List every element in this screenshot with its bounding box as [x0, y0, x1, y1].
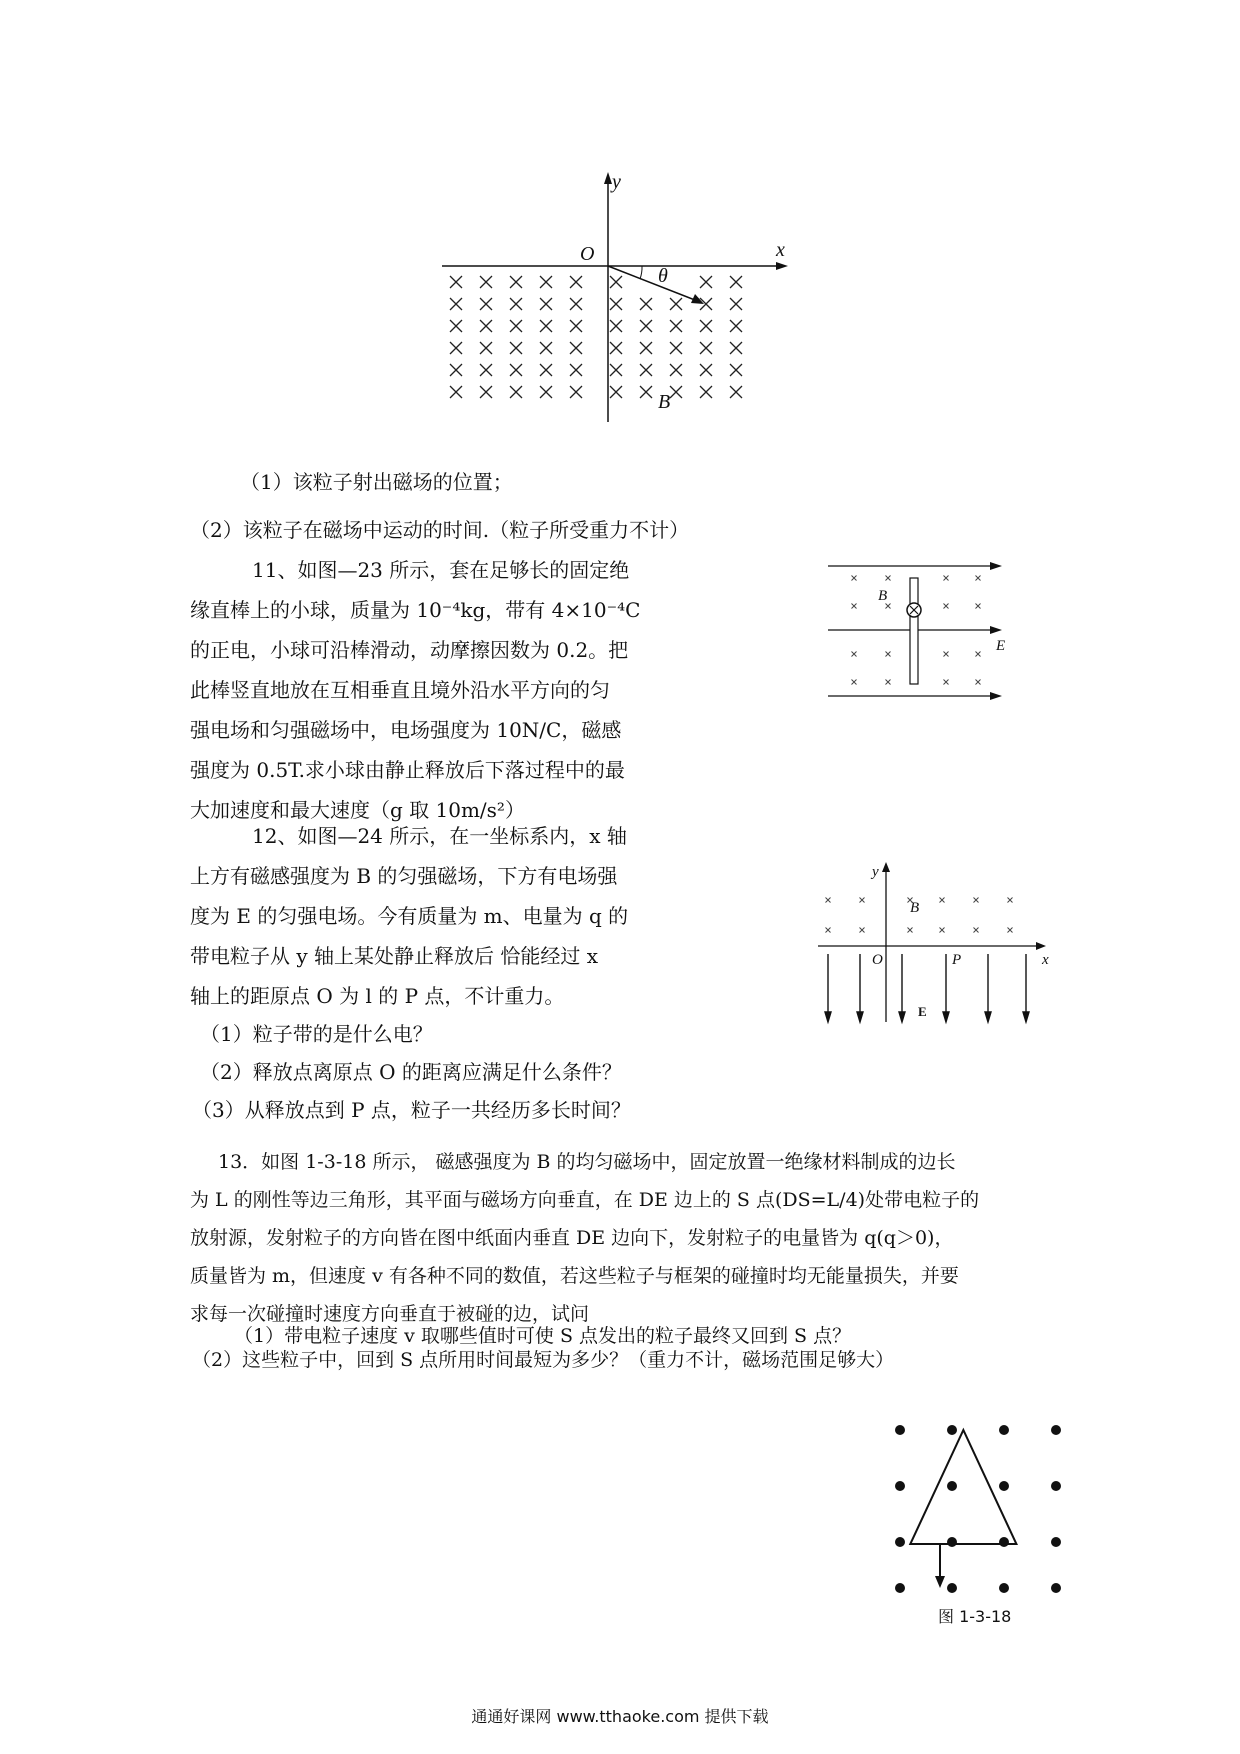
field-cross-mark — [450, 342, 462, 354]
e-field-arrowhead — [899, 1012, 905, 1022]
field-cross-mark — [640, 386, 652, 398]
theta-label: θ — [658, 265, 668, 287]
field-cross-mark — [886, 652, 891, 657]
field-cross-mark — [940, 898, 945, 903]
field-dot-mark — [999, 1481, 1009, 1491]
field-cross-mark — [852, 576, 857, 581]
field-dot-mark — [895, 1583, 905, 1593]
figure-24-coordinate-fields — [816, 860, 1056, 1030]
b-field-label: B — [658, 391, 671, 413]
e-field-arrowhead — [857, 1012, 863, 1022]
q12-line: 12、如图—24 所示，在一坐标系内，x 轴 — [252, 824, 627, 848]
q13-line: 求每一次碰撞时速度方向垂直于被碰的边，试问 — [190, 1303, 590, 1325]
field-cross-mark — [730, 364, 742, 376]
figure-23-rod-in-fields — [826, 558, 1016, 708]
field-cross-mark — [450, 276, 462, 288]
field-cross-mark — [510, 342, 522, 354]
e-field-arrowhead — [1023, 1012, 1029, 1022]
field-cross-mark — [670, 342, 682, 354]
field-cross-mark — [610, 342, 622, 354]
q13-line: （2）这些粒子中，回到 S 点所用时间最短为多少？（重力不计，磁场范围足够大） — [192, 1349, 895, 1371]
field-cross-mark — [852, 652, 857, 657]
field-cross-mark — [540, 342, 552, 354]
x-axis-label: x — [776, 239, 785, 261]
figure-1-3-18-triangle — [890, 1420, 1080, 1600]
fig24-origin-label: O — [872, 952, 883, 968]
field-cross-mark — [670, 298, 682, 310]
field-cross-mark — [700, 298, 712, 310]
origin-label: O — [580, 243, 595, 265]
q10-part1: （1）该粒子射出磁场的位置； — [240, 470, 513, 494]
field-cross-mark — [944, 652, 949, 657]
field-cross-mark — [976, 680, 981, 685]
field-dot-mark — [895, 1481, 905, 1491]
field-cross-mark — [826, 928, 831, 933]
field-cross-mark — [886, 680, 891, 685]
fig24-p-label: P — [952, 952, 962, 968]
field-cross-mark — [610, 364, 622, 376]
field-cross-mark — [826, 898, 831, 903]
field-cross-mark — [974, 928, 979, 933]
q12-line: （1）粒子带的是什么电？ — [200, 1022, 433, 1046]
field-dot-mark — [947, 1481, 957, 1491]
field-cross-mark — [976, 576, 981, 581]
field-cross-mark — [610, 276, 622, 288]
field-cross-mark — [886, 576, 891, 581]
fig23-e-label: E — [996, 638, 1006, 654]
field-cross-mark — [640, 364, 652, 376]
field-cross-mark — [510, 364, 522, 376]
field-dot-mark — [947, 1537, 957, 1547]
q11-line: 的正电，小球可沿棒滑动，动摩擦因数为 0.2。把 — [190, 638, 629, 662]
field-cross-mark — [700, 276, 712, 288]
q13-line: 13．如图 1-3-18 所示， 磁感强度为 B 的均匀磁场中，固定放置一绝缘材料制成的边长 — [218, 1151, 956, 1173]
q11-line: 此棒竖直地放在互相垂直且境外沿水平方向的匀 — [190, 678, 610, 702]
e-field-arrowhead — [985, 1012, 991, 1022]
field-cross-mark — [944, 604, 949, 609]
field-cross-mark — [510, 298, 522, 310]
field-cross-mark — [570, 364, 582, 376]
field-cross-mark — [480, 364, 492, 376]
q13-line: 质量皆为 m，但速度 v 有各种不同的数值，若这些粒子与框架的碰撞时均无能量损失，并要 — [190, 1265, 959, 1287]
field-cross-mark — [944, 680, 949, 685]
field-cross-mark — [976, 604, 981, 609]
field-cross-mark — [610, 320, 622, 332]
field-cross-mark — [640, 342, 652, 354]
q11-line: 11、如图—23 所示，套在足够长的固定绝 — [252, 558, 630, 582]
fig24-b-label: B — [910, 900, 920, 916]
field-cross-mark — [540, 386, 552, 398]
field-cross-mark — [450, 320, 462, 332]
q11-line: 强度为 0.5T.求小球由静止释放后下落过程中的最 — [190, 758, 625, 782]
field-dot-mark — [1051, 1481, 1061, 1491]
field-cross-mark — [670, 364, 682, 376]
field-cross-mark — [450, 364, 462, 376]
field-cross-mark — [540, 298, 552, 310]
field-cross-mark — [510, 386, 522, 398]
field-cross-mark — [940, 928, 945, 933]
field-dot-mark — [1051, 1537, 1061, 1547]
q12-line: 度为 E 的匀强电场。今有质量为 m、电量为 q 的 — [190, 904, 629, 928]
field-cross-mark — [540, 320, 552, 332]
q12-line: （2）释放点离原点 O 的距离应满足什么条件？ — [200, 1060, 622, 1084]
field-cross-mark — [700, 386, 712, 398]
field-cross-mark — [700, 320, 712, 332]
field-cross-mark — [700, 342, 712, 354]
field-cross-mark — [570, 342, 582, 354]
q12-line: 带电粒子从 y 轴上某处静止释放后 恰能经过 x — [190, 944, 599, 968]
field-cross-mark — [852, 604, 857, 609]
field-cross-mark — [670, 320, 682, 332]
fig24-e-label: E — [918, 1004, 927, 1019]
fig23-b-label: B — [878, 588, 888, 604]
q10-part2: （2）该粒子在磁场中运动的时间.（粒子所受重力不计） — [190, 518, 690, 542]
figure-caption: 图 1-3-18 — [938, 1607, 1012, 1626]
e-field-arrowhead — [943, 1012, 949, 1022]
field-cross-mark — [610, 298, 622, 310]
field-cross-mark — [570, 320, 582, 332]
field-cross-mark — [730, 342, 742, 354]
q11-line: 大加速度和最大速度（g 取 10m/s²） — [190, 798, 525, 822]
field-cross-mark — [908, 928, 913, 933]
field-dot-mark — [1051, 1583, 1061, 1593]
q13-line: 放射源，发射粒子的方向皆在图中纸面内垂直 DE 边向下，发射粒子的电量皆为 q(q＞0)， — [190, 1227, 954, 1249]
q12-line: （3）从释放点到 P 点，粒子一共经历多长时间？ — [192, 1098, 631, 1122]
field-cross-mark — [1008, 928, 1013, 933]
field-cross-mark — [480, 320, 492, 332]
field-cross-mark — [944, 576, 949, 581]
field-cross-mark — [610, 386, 622, 398]
q12-line: 轴上的距原点 O 为 l 的 P 点，不计重力。 — [190, 984, 565, 1008]
field-cross-mark — [730, 298, 742, 310]
field-cross-mark — [700, 364, 712, 376]
field-cross-mark — [510, 276, 522, 288]
field-cross-mark — [480, 342, 492, 354]
field-cross-mark — [480, 386, 492, 398]
field-dot-mark — [1051, 1425, 1061, 1435]
field-cross-mark — [480, 298, 492, 310]
field-cross-mark — [852, 680, 857, 685]
field-dot-mark — [947, 1425, 957, 1435]
field-cross-mark — [730, 386, 742, 398]
q13-line: 为 L 的刚性等边三角形，其平面与磁场方向垂直，在 DE 边上的 S 点(DS=L/4)处带电粒子的 — [190, 1189, 980, 1211]
figure-10-magnetic-field — [440, 170, 800, 430]
y-axis-label: y — [612, 171, 621, 193]
q11-line: 强电场和匀强磁场中，电场强度为 10N/C，磁感 — [190, 718, 622, 742]
field-cross-mark — [510, 320, 522, 332]
field-cross-mark — [640, 298, 652, 310]
field-cross-mark — [730, 320, 742, 332]
field-cross-mark — [640, 320, 652, 332]
field-cross-mark — [570, 386, 582, 398]
q11-line: 缘直棒上的小球，质量为 10⁻⁴kg，带有 4×10⁻⁴C — [190, 598, 641, 622]
field-cross-mark — [1008, 898, 1013, 903]
field-cross-mark — [480, 276, 492, 288]
field-dot-mark — [895, 1425, 905, 1435]
field-dot-mark — [999, 1537, 1009, 1547]
q12-line: 上方有磁感强度为 B 的匀强磁场，下方有电场强 — [190, 864, 618, 888]
fig24-x-label: x — [1042, 952, 1049, 968]
field-cross-mark — [976, 652, 981, 657]
field-dot-mark — [999, 1583, 1009, 1593]
field-cross-mark — [570, 298, 582, 310]
fig24-y-label: y — [872, 864, 879, 880]
field-cross-mark — [670, 386, 682, 398]
field-cross-mark — [570, 276, 582, 288]
e-field-arrowhead — [825, 1012, 831, 1022]
field-dot-mark — [999, 1425, 1009, 1435]
field-cross-mark — [540, 276, 552, 288]
field-cross-mark — [974, 898, 979, 903]
field-cross-mark — [730, 276, 742, 288]
field-cross-mark — [540, 364, 552, 376]
field-dot-mark — [947, 1583, 957, 1593]
field-cross-mark — [860, 898, 865, 903]
page-footer: 通通好课网 www.tthaoke.com 提供下载 — [471, 1707, 769, 1726]
field-cross-mark — [886, 604, 891, 609]
field-dot-mark — [895, 1537, 905, 1547]
field-cross-mark — [450, 386, 462, 398]
field-cross-mark — [860, 928, 865, 933]
q13-line: （1）带电粒子速度 v 取哪些值时可使 S 点发出的粒子最终又回到 S 点？ — [234, 1325, 852, 1347]
field-cross-mark — [450, 298, 462, 310]
